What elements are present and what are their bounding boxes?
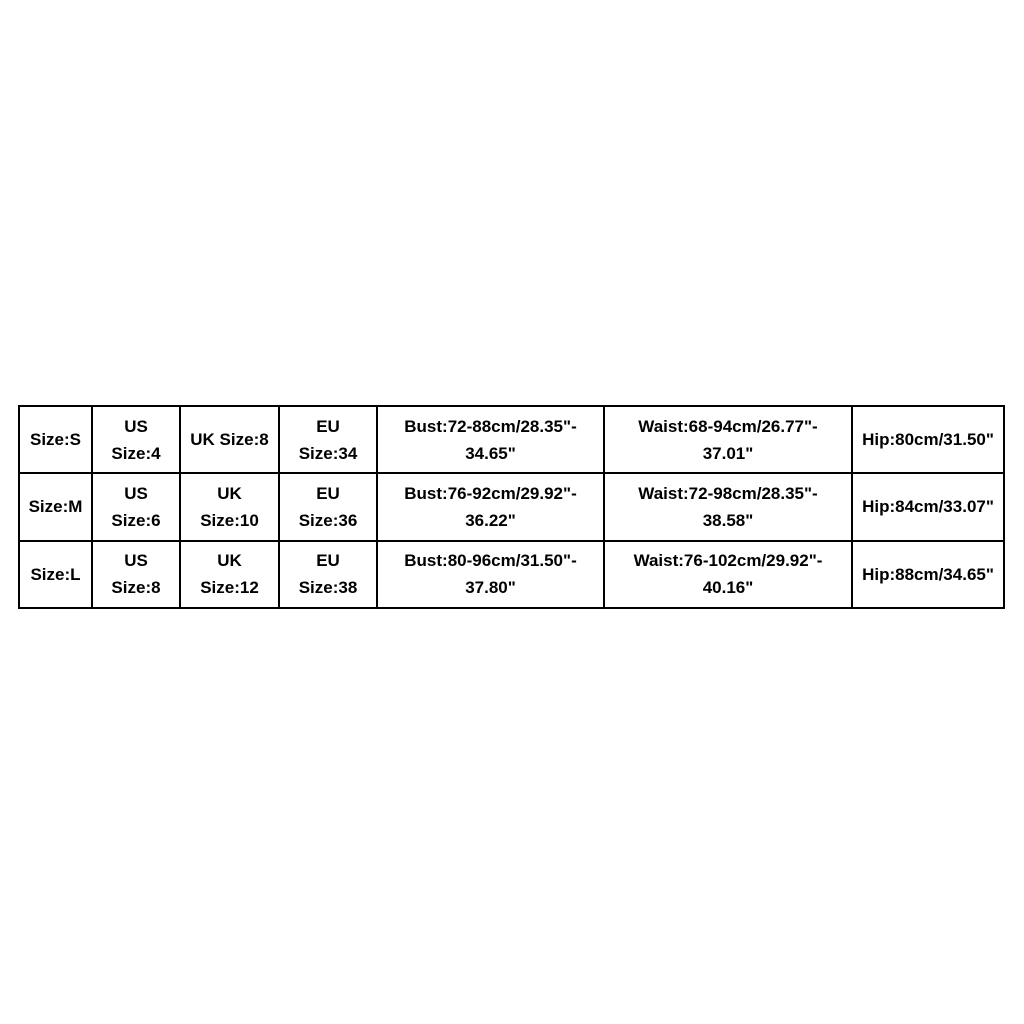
hip-cell: Hip:88cm/34.65" bbox=[852, 541, 1004, 608]
waist-cell: Waist:76-102cm/29.92"- 40.16" bbox=[604, 541, 852, 608]
waist-cell: Waist:68-94cm/26.77"- 37.01" bbox=[604, 406, 852, 473]
uk-size-cell: UK Size:10 bbox=[180, 473, 279, 540]
size-chart-table bbox=[18, 405, 1005, 609]
us-size-cell: US Size:8 bbox=[92, 541, 180, 608]
table-row-size-l bbox=[19, 541, 1004, 608]
table-row-size-s bbox=[19, 406, 1004, 473]
us-size-cell: US Size:4 bbox=[92, 406, 180, 473]
uk-size-cell: UK Size:8 bbox=[180, 406, 279, 473]
size-cell: Size:L bbox=[19, 541, 92, 608]
waist-cell: Waist:72-98cm/28.35"- 38.58" bbox=[604, 473, 852, 540]
bust-cell: Bust:76-92cm/29.92"- 36.22" bbox=[377, 473, 604, 540]
eu-size-cell: EU Size:36 bbox=[279, 473, 377, 540]
hip-cell: Hip:84cm/33.07" bbox=[852, 473, 1004, 540]
us-size-cell: US Size:6 bbox=[92, 473, 180, 540]
size-cell: Size:S bbox=[19, 406, 92, 473]
size-cell: Size:M bbox=[19, 473, 92, 540]
eu-size-cell: EU Size:38 bbox=[279, 541, 377, 608]
bust-cell: Bust:72-88cm/28.35"- 34.65" bbox=[377, 406, 604, 473]
eu-size-cell: EU Size:34 bbox=[279, 406, 377, 473]
uk-size-cell: UK Size:12 bbox=[180, 541, 279, 608]
table-row-size-m bbox=[19, 473, 1004, 540]
bust-cell: Bust:80-96cm/31.50"- 37.80" bbox=[377, 541, 604, 608]
hip-cell: Hip:80cm/31.50" bbox=[852, 406, 1004, 473]
